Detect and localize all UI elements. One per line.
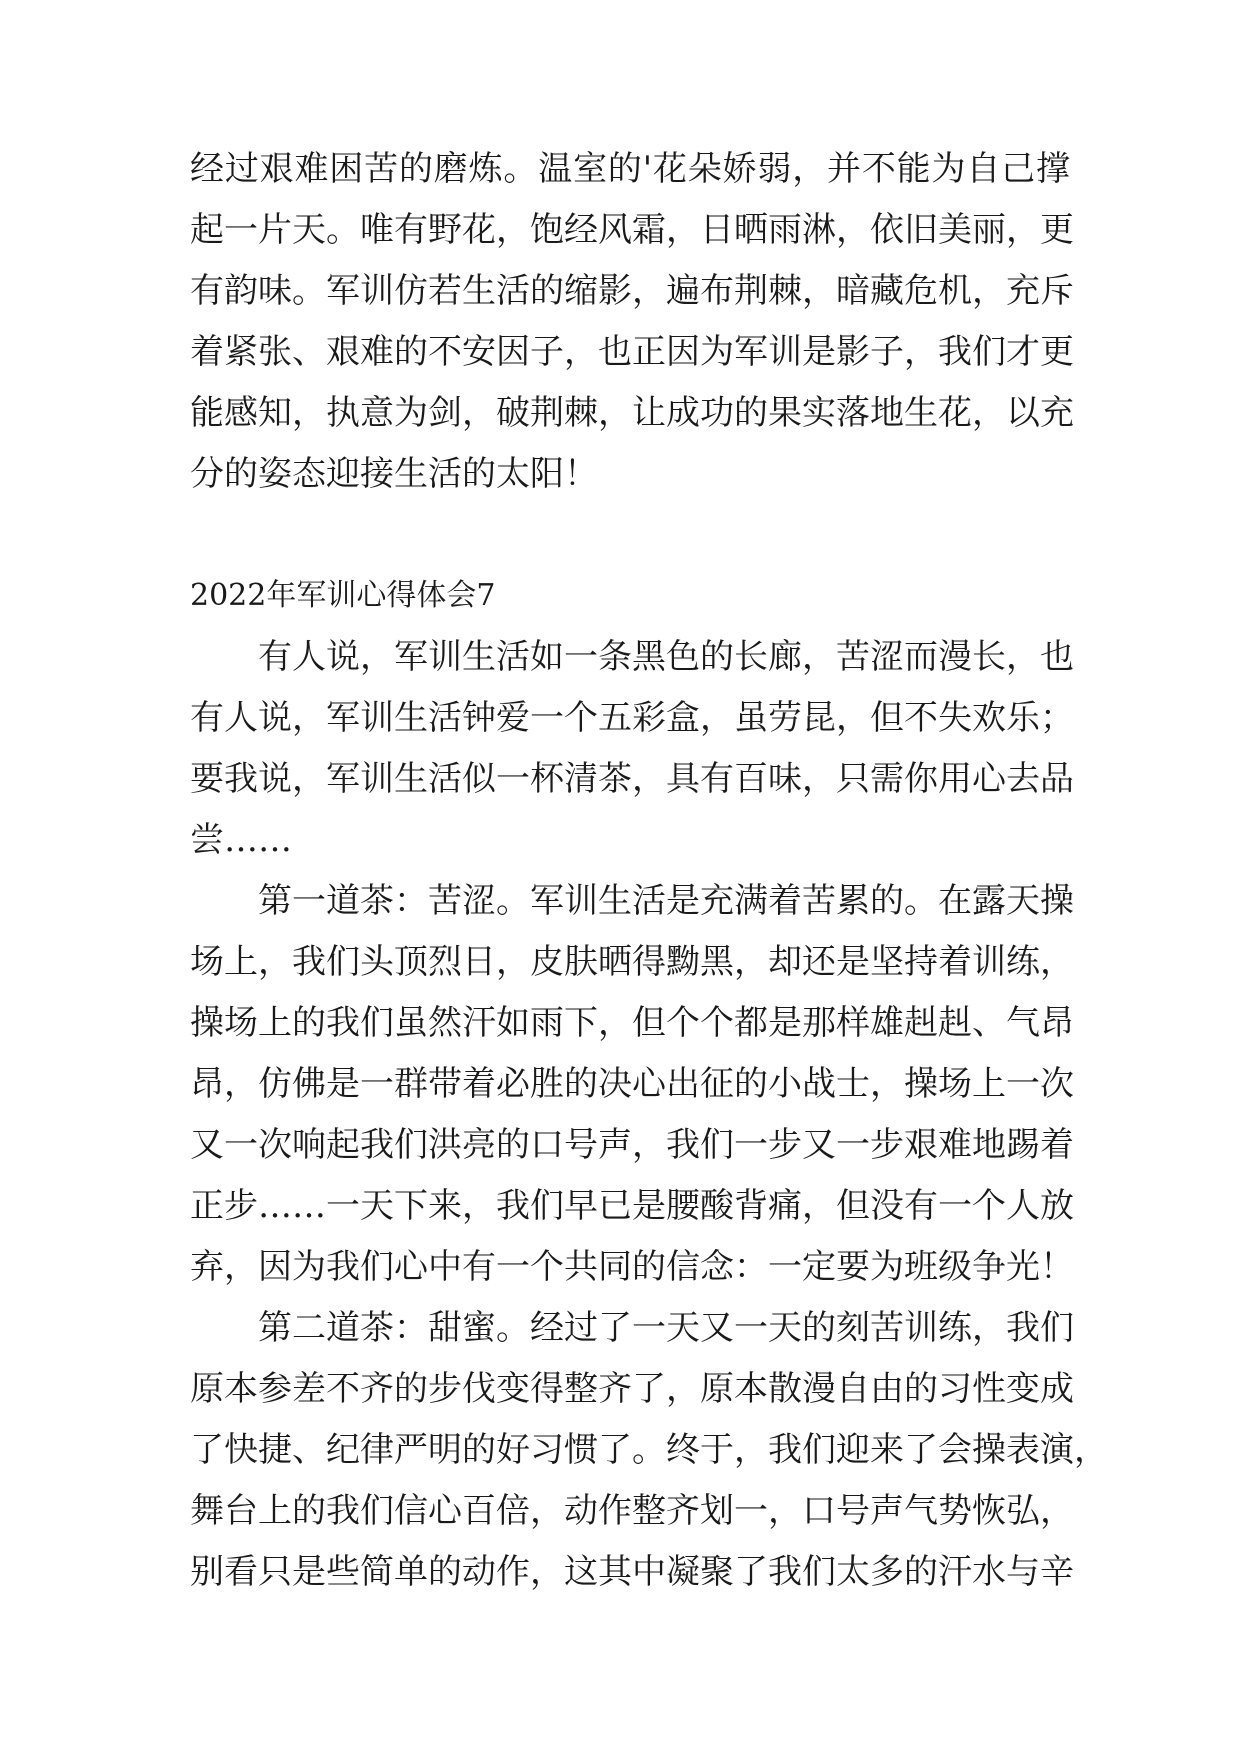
body-text-line: 分的姿态迎接生活的太阳！ (190, 454, 598, 494)
body-text-line: 别看只是些简单的动作，这其中凝聚了我们太多的汗水与辛 (190, 1552, 1074, 1592)
body-text-line: 舞台上的我们信心百倍，动作整齐划一，口号声气势恢弘， (190, 1491, 1074, 1531)
body-text-line: 着紧张、艰难的不安因子，也正因为军训是影子，我们才更 (190, 332, 1074, 372)
body-text-line: 操场上的我们虽然汗如雨下，但个个都是那样雄赳赳、气昂 (190, 1003, 1074, 1043)
body-text-line: 要我说，军训生活似一杯清茶，具有百味，只需你用心去品 (190, 759, 1074, 799)
body-text-line: 能感知，执意为剑，破荆棘，让成功的果实落地生花，以充 (190, 393, 1074, 433)
body-text-line: 场上，我们头顶烈日，皮肤晒得黝黑，却还是坚持着训练， (190, 942, 1074, 982)
section-heading: 2022年军训心得体会7 (190, 578, 496, 613)
body-text-line: 第一道茶：苦涩。军训生活是充满着苦累的。在露天操 (258, 881, 1074, 921)
body-text-line: 第二道茶：甜蜜。经过了一天又一天的刻苦训练，我们 (258, 1308, 1074, 1348)
body-text-line: 经过艰难困苦的磨炼。温室的'花朵娇弱，并不能为自己撑 (190, 149, 1070, 189)
body-text-line: 又一次响起我们洪亮的口号声，我们一步又一步艰难地踢着 (190, 1125, 1074, 1165)
body-text-line: 弃，因为我们心中有一个共同的信念：一定要为班级争光！ (190, 1247, 1074, 1287)
body-text-line: 有韵味。军训仿若生活的缩影，遍布荆棘，暗藏危机，充斥 (190, 271, 1074, 311)
body-text-line: 昂，仿佛是一群带着必胜的决心出征的小战士，操场上一次 (190, 1064, 1074, 1104)
body-text-line: 尝…… (190, 820, 292, 860)
body-text-line: 有人说，军训生活如一条黑色的长廊，苦涩而漫长，也 (258, 637, 1074, 677)
body-text-line: 起一片天。唯有野花，饱经风霜，日晒雨淋，依旧美丽，更 (190, 210, 1074, 250)
body-text-line: 原本参差不齐的步伐变得整齐了，原本散漫自由的习性变成 (190, 1369, 1074, 1409)
body-text-line: 了快捷、纪律严明的好习惯了。终于，我们迎来了会操表演， (190, 1430, 1108, 1470)
body-text-line: 正步……一天下来，我们早已是腰酸背痛，但没有一个人放 (190, 1186, 1074, 1226)
body-text-line: 有人说，军训生活钟爱一个五彩盒，虽劳昆，但不失欢乐； (190, 698, 1074, 738)
